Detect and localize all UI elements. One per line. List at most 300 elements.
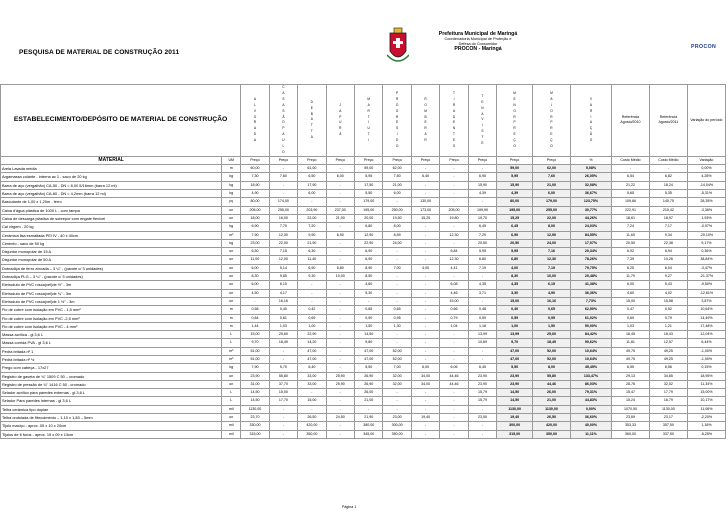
price-cell: - [440,173,468,181]
price-cell: 18,90 [241,181,269,189]
reference-2010-cell: 11,81 [612,339,650,347]
material-cell: Dobradiça PLG – 3 ¼" - (pacote c/ 3 unidades) [1,273,222,281]
price-variation-cell: 61,02% [570,314,611,322]
price-col-header: Preço [468,156,496,164]
price-cell: 7,50 [383,173,411,181]
lowest-price-cell: 15,90 [497,181,533,189]
material-cell: Disjuntor monopolar de 15 A [1,248,222,256]
reference-2010-cell: 6,92 [612,248,650,256]
price-variation-cell: 17,07% [570,239,611,247]
price-cell: - [440,190,468,198]
price-variation-cell: 79,75% [570,264,611,272]
highest-price-cell: 26,00 [533,389,571,397]
unit-cell: mil [222,405,241,413]
price-cell: - [440,347,468,355]
price-cell: 61,00 [298,165,326,173]
table-row [1,223,726,231]
price-cell: 18,49 [269,339,297,347]
period-variation-cell: 1,18% [687,422,725,430]
price-cell: - [440,405,468,413]
price-cell: - [411,430,439,438]
price-cell: 0,48 [468,306,496,314]
price-variation-cell: 20,48% [570,273,611,281]
price-cell: 19,70 [468,214,496,222]
table-row [1,281,726,289]
reference-2011-cell: 6,04 [649,264,687,272]
price-cell: 6,40 [298,364,326,372]
material-cell: Fio de cobre com isolação em PVC -2,5 mm² [1,314,222,322]
price-variation-cell: 123,75% [570,198,611,206]
price-variation-cell: 40,00% [570,422,611,430]
price-cell: 0,59 [468,314,496,322]
period-variation-cell: -6,25% [687,430,725,438]
table-row [1,372,726,380]
price-cell: 80,00 [241,198,269,206]
reference-2011-cell: 34,65 [649,372,687,380]
price-variation-cell: 36,60% [570,414,611,422]
price-cell: 203,90 [298,206,326,214]
price-cell: 12,00 [269,256,297,264]
store-label: M A R T I U T I [354,85,382,157]
price-cell: - [440,339,468,347]
lowest-price-cell: 80,00 [497,198,533,206]
price-cell: 4,60 [354,281,382,289]
price-cell: - [241,297,269,305]
highest-price-cell: 21,00 [533,181,571,189]
period-variation-cell: 10,64% [687,306,725,314]
reference-2011-cell: 9,34 [649,231,687,239]
lowest-price-cell: 5,50 [497,364,533,372]
price-variation-cell: 90,62% [570,339,611,347]
price-cell: - [411,190,439,198]
price-cell: 12,90 [354,231,382,239]
price-cell: - [326,339,354,347]
reference-2011-cell: 0,52 [649,306,687,314]
price-cell: - [411,322,439,330]
price-cell: 5,70 [269,364,297,372]
price-cell: - [383,273,411,281]
price-cell: - [326,364,354,372]
reference-2010-cell: 222,91 [612,206,650,214]
store-label: P R O G R E S I D O [383,85,411,157]
lowest-price-cell: 0,59 [497,314,533,322]
price-cell: 23,00 [383,414,411,422]
price-cell: 15,90 [468,181,496,189]
price-cell: 9,70 [241,339,269,347]
highest-price-cell: 7,19 [533,264,571,272]
store-label: V A R I A Ç Ã O [570,85,611,157]
price-cell: 21,00 [326,214,354,222]
price-cell: 250,00 [383,206,411,214]
reference-2010-cell: 6,55 [612,364,650,372]
price-cell: 18,00 [241,214,269,222]
highest-price-cell: 18,49 [533,339,571,347]
price-col-header: Preço [298,156,326,164]
material-cell: Disjuntor monopolar de 50 A [1,256,222,264]
highest-price-cell: 7,16 [533,248,571,256]
price-cell: 7,70 [269,223,297,231]
price-cell: 5,95 [354,173,382,181]
price-cell: 19,80 [440,214,468,222]
price-cell: - [354,405,382,413]
price-cell: 6,00 [241,264,269,272]
lowest-price-cell: 47,00 [497,356,533,364]
price-cell: - [411,181,439,189]
price-cell: 4,41 [440,264,468,272]
price-cell: 11,00 [241,256,269,264]
reference-2011-cell: 49,25 [649,347,687,355]
price-cell: - [383,389,411,397]
unit-cell: L [222,339,241,347]
period-variation-cell: 17,48% [687,322,725,330]
price-cell: - [411,405,439,413]
price-col-header: Preço [440,156,468,164]
material-cell: Pedra britada nº ½ [1,356,222,364]
period-variation-cell: -1,00% [687,347,725,355]
store-label: T E N A V I S T E [468,85,496,157]
table-row [1,273,726,281]
price-cell: 20,00 [354,214,382,222]
highest-price-cell: 24,00 [533,239,571,247]
price-cell: - [440,239,468,247]
lowest-price-cell: 6,80 [497,256,533,264]
price-cell: - [468,198,496,206]
price-cell: - [411,314,439,322]
reference-2010-cell: 23,69 [612,414,650,422]
price-cell: 20,50 [468,239,496,247]
unit-cell: kg [222,173,241,181]
price-cell: 10,00 [326,273,354,281]
reference-2011-cell: 5,35 [649,190,687,198]
price-cell: 0,65 [383,306,411,314]
table-row [1,264,726,272]
material-cell: Eletroduto de PVC rosca(vel)de ¾" - 3m [1,289,222,297]
price-cell: 0,40 [269,306,297,314]
price-cell: - [326,289,354,297]
highest-price-cell: 22,00 [533,214,571,222]
period-variation-cell: -1,00% [687,356,725,364]
price-cell: - [468,297,496,305]
price-cell: 130,00 [411,198,439,206]
price-cell: 6,40 [411,173,439,181]
price-cell: 350,00 [298,430,326,438]
price-cell: 24,00 [383,239,411,247]
unit-cell: un [222,256,241,264]
highest-price-cell: 6,00 [533,190,571,198]
price-cell: 26,00 [354,389,382,397]
price-cell: 173,00 [411,206,439,214]
price-variation-cell: 84,42% [570,331,611,339]
lowest-price-cell: 1,00 [497,322,533,330]
reference-2010-cell: 28,76 [612,380,650,388]
store-label: D E B A T T A [298,85,326,157]
lowest-price-cell: 20,50 [497,239,533,247]
reference-2011-cell: 17,79 [649,389,687,397]
price-cell: 23,50 [468,414,496,422]
price-cell: 10,69 [468,339,496,347]
price-cell: 6,50 [298,173,326,181]
highest-price-cell: 10,00 [533,273,571,281]
price-cell: 300,00 [383,422,411,430]
price-cell: 6,90 [298,264,326,272]
price-cell: 17,50 [354,181,382,189]
reference-2010-cell: 6,25 [612,264,650,272]
price-variation-cell: 79,31% [570,389,611,397]
price-cell: 380,00 [354,422,382,430]
highest-price-cell: 0,65 [533,306,571,314]
material-cell: Dobradiça de ferro zincada – 3 ¼" - (pacote c/ 3 unidades) [1,264,222,272]
variation-col-header: Variação [687,156,725,164]
price-cell: 174,00 [269,198,297,206]
price-cell: 330,00 [241,422,269,430]
price-cell: 47,00 [354,356,382,364]
price-cell: - [269,356,297,364]
price-cell: 44,46 [440,380,468,388]
table-row [1,314,726,322]
price-cell: - [383,405,411,413]
price-variation-cell: 26,05% [570,173,611,181]
table-row [1,239,726,247]
lowest-price-cell: 59,00 [497,165,533,173]
price-cell: 25,60 [269,331,297,339]
period-variation-cell: 14,49% [687,314,725,322]
period-variation-cell: -14,04% [687,181,725,189]
price-col-header: Preço [241,156,269,164]
reference-2011-cell: 9,27 [649,273,687,281]
price-cell: 0,95 [383,314,411,322]
price-variation-cell: 36,36% [570,289,611,297]
period-variation-cell: 11,06% [687,405,725,413]
price-cell: 6,80 [326,264,354,272]
price-cell: 21,00 [383,181,411,189]
material-cell: Pedra britada nº 1 [1,347,222,355]
price-cell: - [411,231,439,239]
price-cell: - [326,297,354,305]
price-cell: 0,84 [241,314,269,322]
material-cell: Tijolo maciço - aprox. 05 x 10 x 20cm [1,422,222,430]
period-variation-cell: -12,61% [687,289,725,297]
price-cell: 52,00 [383,356,411,364]
price-cell: - [326,256,354,264]
price-cell: 19,40 [411,414,439,422]
material-cell: Tijolos de 6 furos - aprox. 19 x 09 x 13cm [1,430,222,438]
price-cell: 1,44 [241,322,269,330]
price-cell: - [411,273,439,281]
price-variation-cell: 44,83% [570,397,611,405]
table-row [1,289,726,297]
highest-price-cell: 16,16 [533,297,571,305]
table-row [1,297,726,305]
price-cell: 1,18 [468,322,496,330]
price-cell: - [354,297,382,305]
city-crest-icon [387,27,409,67]
price-cell: 9,80 [354,339,382,347]
price-cell: 11,40 [298,256,326,264]
table-row [1,339,726,347]
reference-2010-cell: 1070,50 [612,405,650,413]
price-cell: 6,45 [468,364,496,372]
price-cell: - [326,306,354,314]
price-cell: 4,17 [269,289,297,297]
price-cell: 6,50 [241,248,269,256]
unit-cell: un [222,372,241,380]
column-header-row [1,156,726,164]
price-cell: - [326,331,354,339]
price-cell: - [440,273,468,281]
lowest-price-cell: 23,90 [497,372,533,380]
procon-brand-logo: PROCON [691,44,717,50]
table-row [1,380,726,388]
price-variation-cell: 5,08% [570,165,611,173]
price-cell: 6,45 [468,223,496,231]
price-cell: 15,79 [468,397,496,405]
price-cell: - [383,281,411,289]
table-row [1,214,726,222]
price-cell: 8,50 [354,273,382,281]
price-cell: 6,08 [440,281,468,289]
unit-cell: m² [222,231,241,239]
price-cell: 0,90 [354,314,382,322]
highest-price-cell: 12,90 [533,231,571,239]
lowest-price-cell: 47,00 [497,347,533,355]
price-cell: 21,90 [354,414,382,422]
price-cell: 205,00 [241,206,269,214]
price-cell: 14,50 [241,389,269,397]
material-cell: Cal virgem - 20 kg [1,223,222,231]
price-variation-cell: 7,73% [570,297,611,305]
store-label: M E N O R P R E Ç O [497,85,533,157]
lowest-price-cell: 4,39 [497,190,533,198]
avg-cost-col-header: Custo Médio [649,156,687,164]
period-variation-cell: 1,93% [687,214,725,222]
price-cell: - [383,289,411,297]
period-variation-cell: 4,28% [687,173,725,181]
reference-2011-cell: 10,26 [649,256,687,264]
price-cell: 6,90 [354,248,382,256]
price-cell: 0,61 [269,314,297,322]
reference-2010-cell: 0,47 [612,306,650,314]
lowest-price-cell: 0,40 [497,306,533,314]
price-cell: - [326,239,354,247]
reference-2010-cell: 0,69 [612,314,650,322]
price-cell: - [440,181,468,189]
price-cell: 4,50 [241,289,269,297]
price-cell: 44,46 [440,372,468,380]
material-cell: Eletroduto de PVC rosca(vel)de 1 ½" - 3m [1,297,222,305]
price-cell: 5,30 [354,289,382,297]
price-col-header: Preço [269,156,297,164]
highest-price-cell: 420,00 [533,422,571,430]
reference-2010-cell: 21,22 [612,181,650,189]
price-variation-cell: 36,67% [570,190,611,198]
highest-price-cell: 255,00 [533,206,571,214]
reference-2010-cell: 16,45 [612,331,650,339]
reference-2010-cell: 1,03 [612,322,650,330]
period-variation-cell: -2,20% [687,414,725,422]
unit-cell: m [222,306,241,314]
unit-cell: kg [222,239,241,247]
unit-cell: un [222,248,241,256]
price-cell: 6,30 [298,248,326,256]
price-cell: - [468,273,496,281]
price-cell: 1,04 [440,322,468,330]
price-cell: - [440,165,468,173]
price-cell: 23,90 [468,380,496,388]
price-cell: 12,30 [269,231,297,239]
period-variation-cell: 12,04% [687,331,725,339]
reference-2011-cell: 1130,00 [649,405,687,413]
price-cell: - [383,397,411,405]
table-row [1,181,726,189]
period-variation-cell: 10,17% [687,397,725,405]
establishment-label: ESTABELECIMENTO/DEPÓSITO DE MATERIAL DE CONSTRUÇÃO [1,85,241,157]
org-line-defesa: Defesa do Consumidor [458,42,498,46]
period-variation-cell: 15,00% [687,389,725,397]
unit-cell: m [222,165,241,173]
price-cell: 6,00 [298,190,326,198]
reference-2010-cell: 15,24 [612,397,650,405]
price-cell: 237,00 [326,206,354,214]
table-row [1,231,726,239]
price-cell: 52,00 [383,347,411,355]
unit-cell: pç [222,198,241,206]
unit-cell: un [222,414,241,422]
highest-price-cell: 25,60 [533,331,571,339]
price-cell: 22,90 [298,331,326,339]
price-cell: - [383,339,411,347]
price-cell: 7,15 [269,248,297,256]
price-cell: - [440,331,468,339]
price-cell: 55,80 [269,372,297,380]
lowest-price-cell: 15,25 [497,214,533,222]
reference-2010-cell: 15,00 [612,297,650,305]
price-cell: 6,00 [241,281,269,289]
lowest-price-cell: 195,00 [497,206,533,214]
reference-2011-cell: 32,02 [649,380,687,388]
material-cell: Fio de cobre com isolação em PVC - 4 mm² [1,322,222,330]
lowest-price-cell: 8,30 [497,273,533,281]
price-cell: 13,99 [468,331,496,339]
material-cell: Telha cerâmica tipo duplan [1,405,222,413]
lowest-price-cell: 15,00 [497,297,533,305]
material-cell: Prego com cabeça - 17x27 [1,364,222,372]
price-cell: - [411,165,439,173]
period-variation-cell: -3,36% [687,206,725,214]
material-cell: Areia Lavada média [1,165,222,173]
price-cell: 14,50 [354,331,382,339]
reference-2011-cell: 12,57 [649,339,687,347]
price-variation-cell: 86,03% [570,380,611,388]
reference-2010-cell: 7,39 [612,256,650,264]
reference-2011-cell: 7,17 [649,223,687,231]
price-cell: - [326,347,354,355]
lowest-price-cell: 1130,00 [497,405,533,413]
lowest-price-cell: 4,00 [497,264,533,272]
period-variation-cell: 0,00% [687,165,725,173]
price-cell: 6,00 [411,364,439,372]
price-cell: 15,00 [298,397,326,405]
period-variation-cell: -21,37% [687,273,725,281]
reference-2011-cell: 16,79 [649,397,687,405]
store-label: C A S A S Ã O P A U L O [269,85,297,157]
org-line-prefeitura: Prefeitura Municipal de Maringá [438,31,518,37]
material-cell: Barra de aço (vergalhão) CA-50 - DN = 8,00 5/16mm (barra 12 ml) [1,181,222,189]
price-cell: 6,80 [354,223,382,231]
table-row [1,206,726,214]
org-line-procon: PROCON - Maringá [454,46,502,52]
price-cell: 22,00 [269,239,297,247]
reference-2011-cell: 357,50 [649,422,687,430]
